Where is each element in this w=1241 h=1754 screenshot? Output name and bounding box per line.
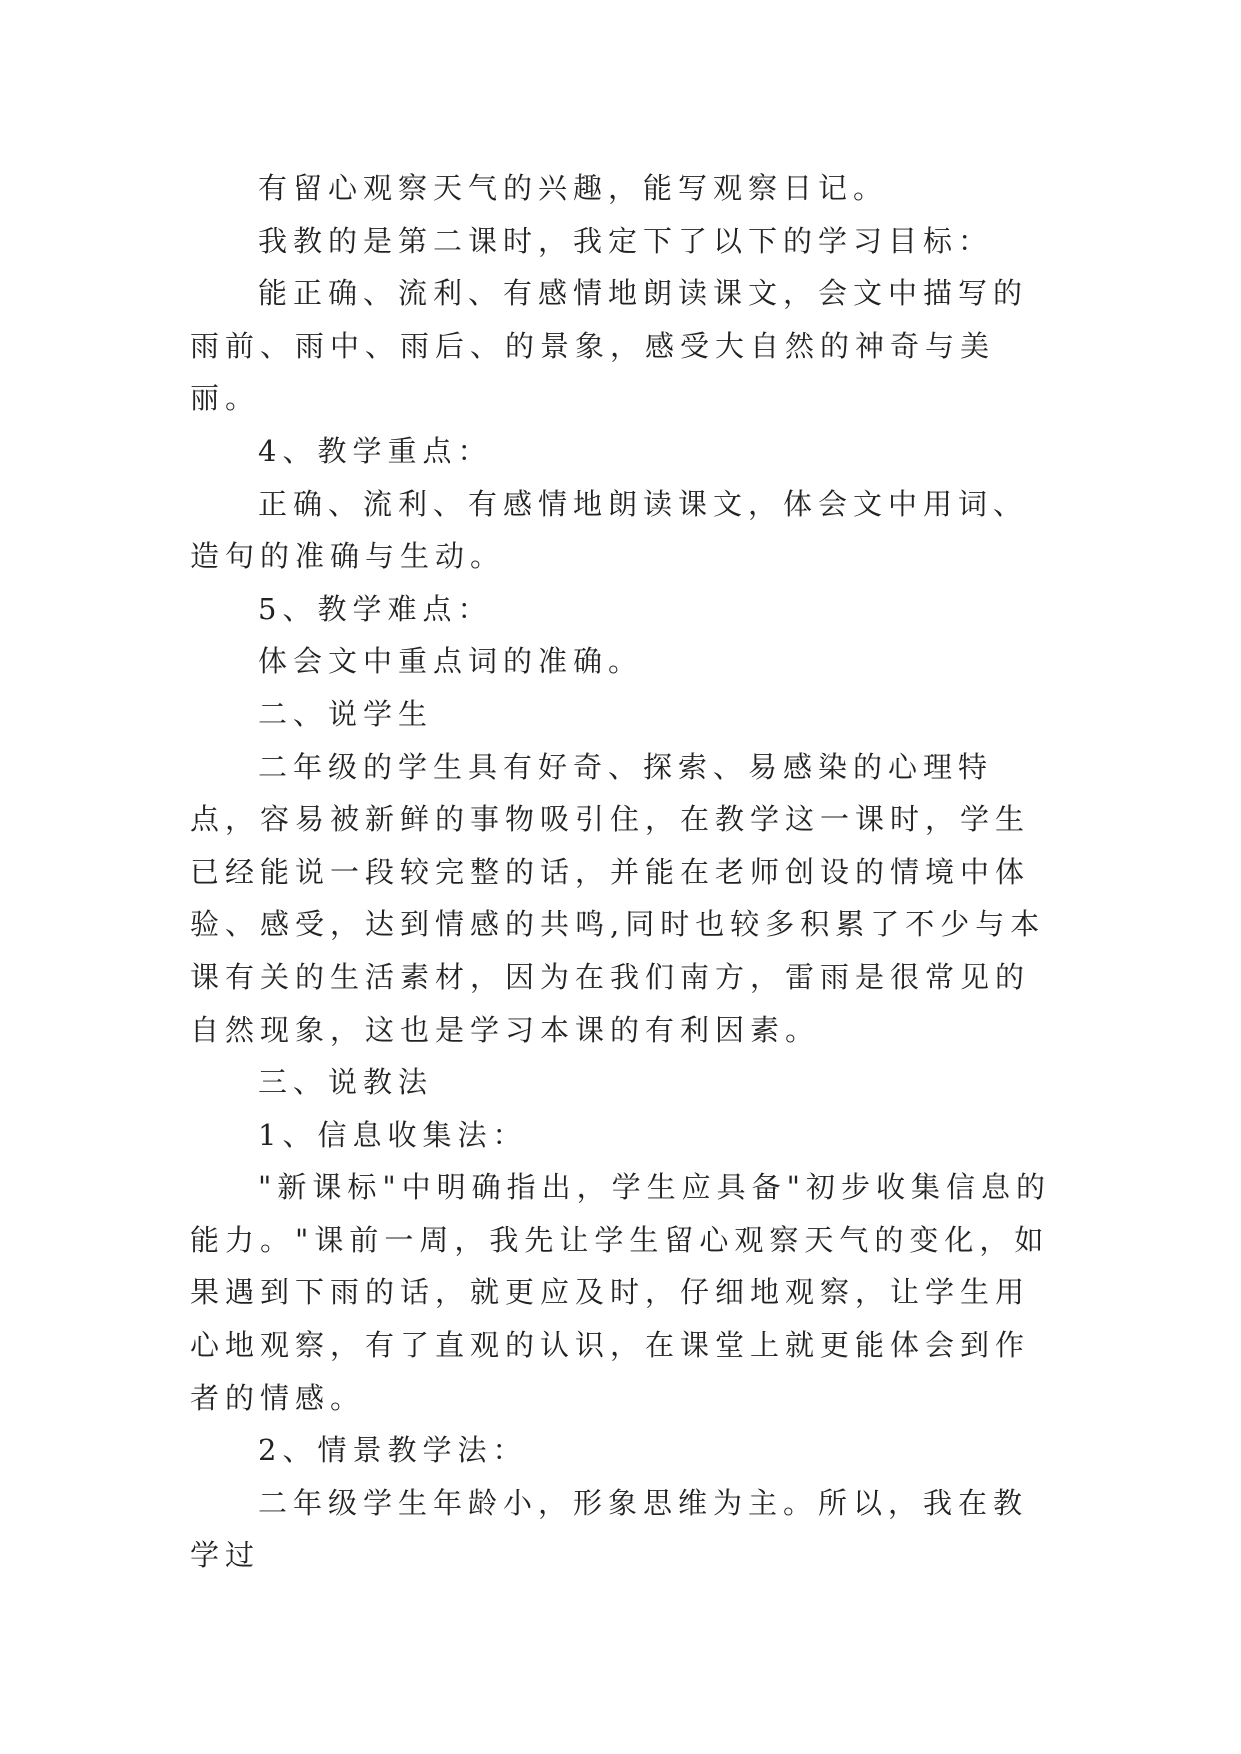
paragraph: 二年级的学生具有好奇、探索、易感染的心理特点，容易被新鲜的事物吸引住，在教学这一课时，学生已经能说一段较完整的话，并能在老师创设的情境中体验、感受，达到情感的共鸣,同时也较多积累了不少与本课有关的生活素材，因为在我们南方，雷雨是很常见的自然现象，这也是学习本课的有利因素。 — [190, 749, 1046, 1047]
section-heading: 1、信息收集法： — [258, 1117, 528, 1152]
paragraph: 我教的是第二课时，我定下了以下的学习目标： — [258, 223, 994, 258]
paragraph: 二年级学生年龄小，形象思维为主。所以，我在教学过 — [190, 1485, 1029, 1573]
section-heading: 2、情景教学法： — [258, 1433, 528, 1468]
paragraph: "新课标"中明确指出，学生应具备"初步收集信息的能力。"课前一周，我先让学生留心观察天气的变化，如果遇到下雨的话，就更应及时，仔细地观察，让学生用心地观察，有了直观的认识，在课堂上就更能体会到作者的情感。 — [190, 1170, 1052, 1415]
section-heading: 二、说学生 — [258, 696, 434, 731]
section-heading: 5、教学难点： — [258, 591, 493, 626]
paragraph: 体会文中重点词的准确。 — [258, 644, 644, 679]
paragraph: 正确、流利、有感情地朗读课文，体会文中用词、造句的准确与生动。 — [190, 486, 1029, 574]
section-heading: 三、说教法 — [258, 1065, 434, 1100]
document-body — [190, 162, 1052, 1582]
paragraph: 有留心观察天气的兴趣，能写观察日记。 — [258, 171, 889, 205]
paragraph: 能正确、流利、有感情地朗读课文，会文中描写的雨前、雨中、雨后、的景象，感受大自然的神奇与美丽。 — [190, 276, 1029, 416]
section-heading: 4、教学重点： — [258, 433, 493, 468]
